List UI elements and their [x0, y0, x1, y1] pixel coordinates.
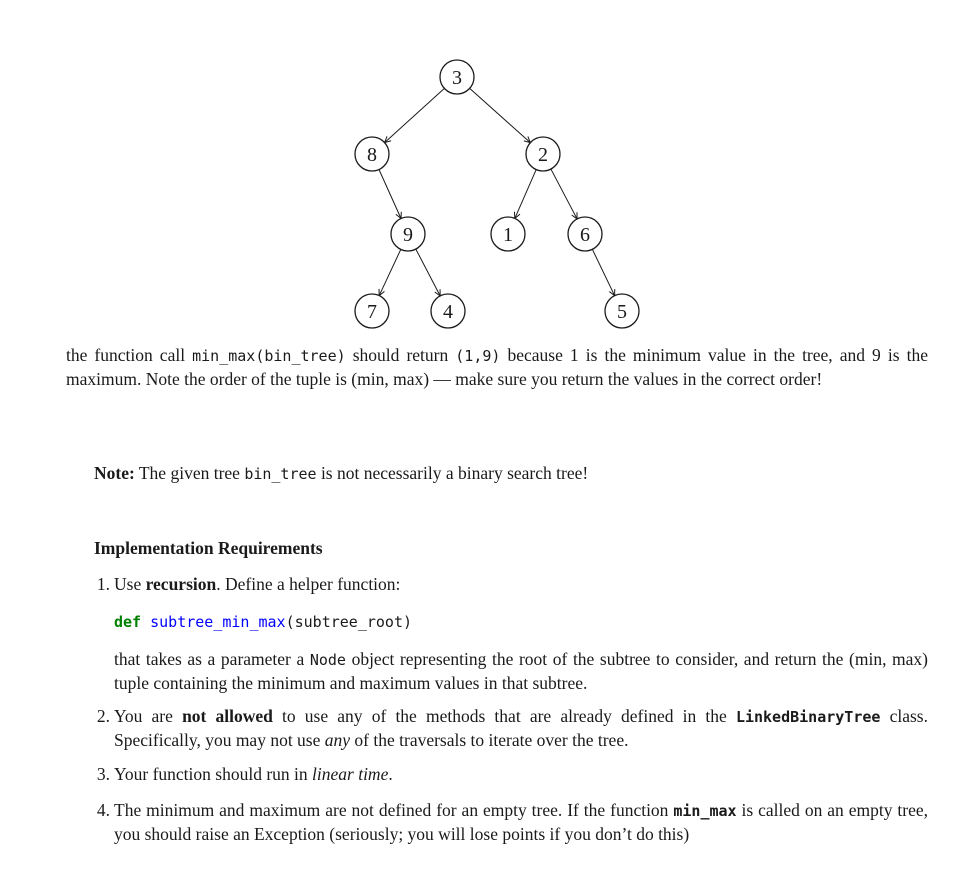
tree-node-4 [431, 294, 465, 328]
tree-node-2 [526, 137, 560, 171]
tree-edge-n3-n8 [385, 88, 445, 142]
tree-edge-n9-n4 [416, 249, 440, 296]
binary-tree-diagram [0, 0, 979, 340]
item-number: 4. [96, 800, 110, 820]
tree-node-8 [355, 137, 389, 171]
tree-edge-n2-n1 [515, 170, 536, 219]
note-paragraph: Note: The given tree bin_tree is not necessarily a binary search tree! [94, 463, 589, 483]
code-args: (subtree_root) [285, 613, 413, 631]
requirement-item-1-detail: that takes as a parameter a Node object representing the root of the subtree to consider, and return the (min, max) tuple containing the minimum and maximum values in that subtree. [114, 649, 929, 693]
requirement-item-1: 1. Use recursion. Define a helper function: [84, 573, 928, 596]
tree-node-6 [568, 217, 602, 251]
tree-edge-n2-n6 [551, 169, 577, 219]
inline-code: min_max(bin_tree) [192, 347, 346, 365]
inline-code: (1,9) [455, 347, 501, 365]
tree-edge-n9-n7 [379, 249, 401, 295]
tree-node-label: 5 [617, 301, 627, 323]
tree-node-3 [440, 60, 474, 94]
tree-node-label: 4 [443, 301, 453, 323]
requirement-item-4: 4. The minimum and maximum are not defined for an empty tree. If the function min_max is called on an empty tree, you should raise an Exception (seriously; you will lose points if you don’t do this) [84, 799, 928, 846]
inline-code: min_max [673, 802, 737, 820]
code-snippet [114, 610, 814, 634]
code-function-name: subtree_min_max [150, 613, 286, 631]
requirement-item-2: 2. You are not allowed to use any of the methods that are already defined in the LinkedBinaryTree class. Specifically, you may not use any of the traversals to iterate over the tree. [84, 705, 928, 752]
tree-node-1 [491, 217, 525, 251]
item-number: 1. [96, 574, 110, 594]
inline-code: bin_tree [244, 465, 317, 483]
tree-nodes [355, 60, 639, 328]
tree-edges [379, 88, 615, 296]
tree-edge-n8-n9 [379, 170, 401, 219]
item-number: 2. [96, 706, 110, 726]
tree-node-label: 9 [403, 224, 413, 246]
inline-code: Node [309, 651, 346, 669]
note-label: Note: [94, 463, 135, 483]
tree-edge-n6-n5 [592, 249, 614, 295]
intro-paragraph: the function call min_max(bin_tree) should return (1,9) because 1 is the minimum value in the tree, and 9 is the maximum. Note the order of the tuple is (min, max) — make sure you return the values in the correct order! [66, 345, 928, 389]
inline-code: LinkedBinaryTree [735, 708, 881, 726]
code-keyword: def [114, 613, 142, 631]
tree-node-label: 7 [367, 301, 377, 323]
item-number: 3. [96, 764, 110, 784]
tree-node-label: 6 [580, 224, 590, 246]
tree-edge-n3-n2 [470, 88, 531, 142]
tree-node-label: 2 [538, 144, 548, 166]
requirement-item-3: 3. Your function should run in linear time. [84, 763, 928, 786]
tree-node-label: 3 [452, 67, 462, 89]
tree-node-label: 8 [367, 144, 377, 166]
tree-node-5 [605, 294, 639, 328]
tree-node-9 [391, 217, 425, 251]
requirements-heading: Implementation Requirements [94, 538, 323, 558]
tree-node-7 [355, 294, 389, 328]
tree-node-label: 1 [503, 224, 513, 246]
